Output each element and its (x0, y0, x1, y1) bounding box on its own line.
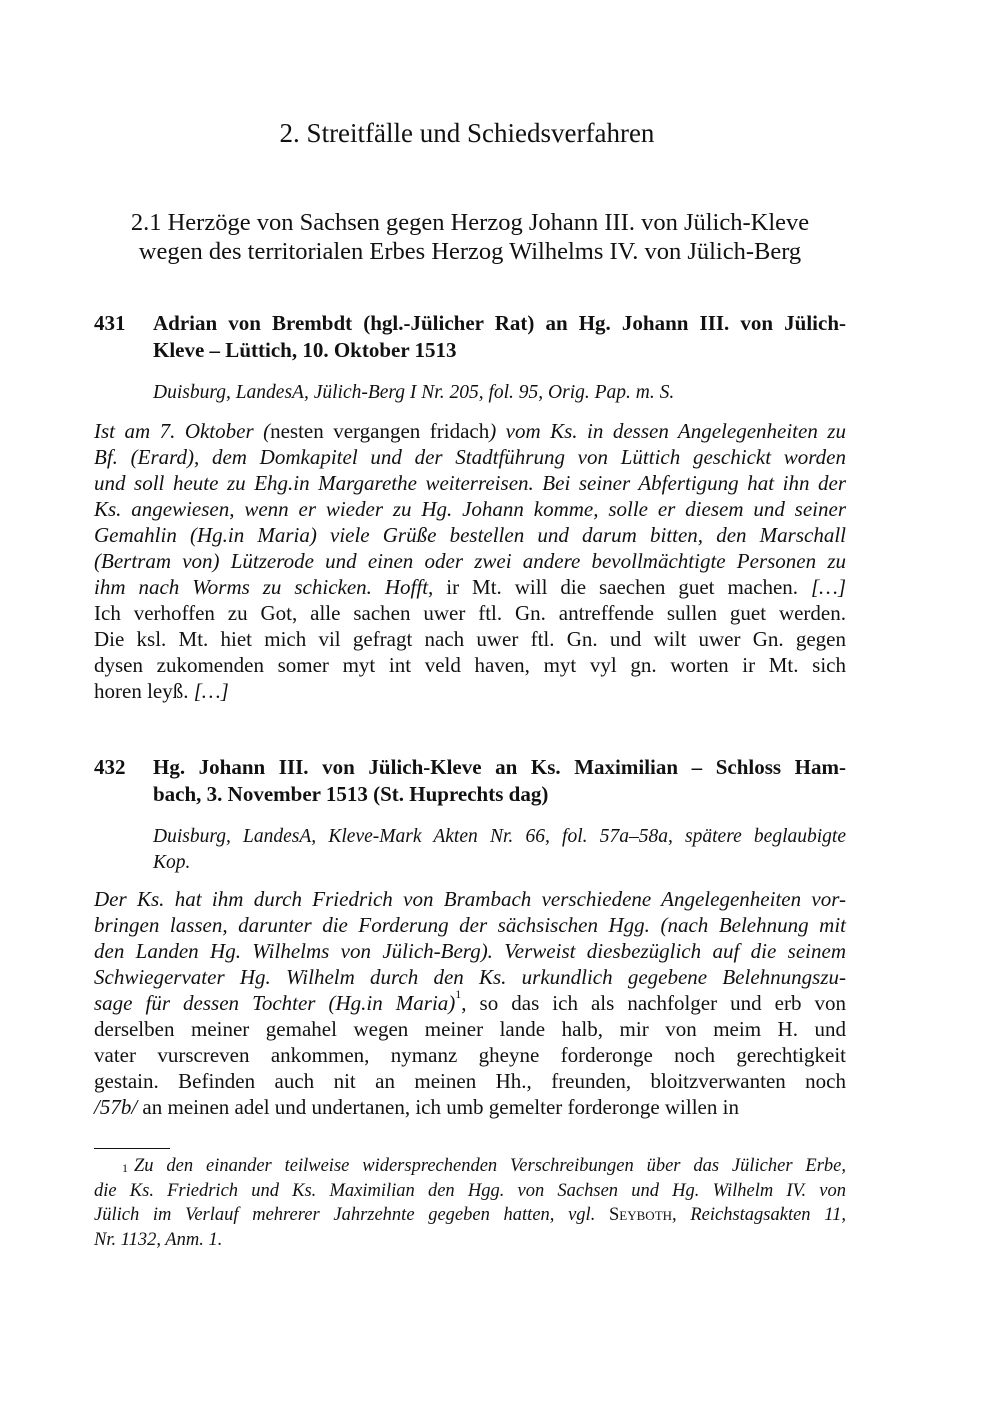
text-line (94, 1179, 846, 1204)
editorial-summary-text: (Bertram von) Lützerode und einen oder zwei andere bevollmächtigte Personen zu (94, 549, 846, 573)
editorial-summary-text: Ist am 7. Oktober ( (94, 419, 271, 443)
archival-source (153, 824, 846, 876)
editorial-summary-text: die Ks. Friedrich und Ks. Maximilian den Hgg. von Sachsen und Hg. Wilhelm IV. von (94, 1180, 846, 1201)
footnote-rule (94, 1148, 170, 1149)
text-line (94, 1094, 846, 1120)
text-line (94, 574, 846, 600)
editorial-summary-text: ) vom Ks. in dessen Angelegenheiten zu (489, 419, 846, 443)
text-line (94, 626, 846, 652)
entry-number: 432 (94, 755, 126, 779)
text-line (94, 1203, 846, 1228)
text-line (94, 470, 846, 496)
entry-title-line: Adrian von Brembdt (hgl.-Jülicher Rat) an Hg. Johann III. von Jülich- (153, 311, 846, 335)
entry-body (94, 886, 846, 1120)
editorial-summary-text: /57b/ (94, 1095, 138, 1119)
text-line (94, 496, 846, 522)
text-line (94, 987, 847, 1016)
archival-source (153, 380, 846, 406)
quoted-source-text: dysen zukomenden somer myt int veld haven, myt vyl gn. worten ir Mt. sich (94, 653, 846, 677)
quoted-source-text: derselben meiner gemahel wegen meiner lande halb, mir von meim H. und (94, 1017, 846, 1041)
editorial-summary-text: Schwiegervater Hg. Wilhelm durch den Ks. urkundlich gegebene Belehnungszu- (94, 965, 846, 989)
author-name: Seyboth (609, 1205, 673, 1225)
quoted-source-text: ir Mt. will die saechen guet machen. (433, 575, 811, 599)
editorial-summary-text: , Reichstagsakten 11, (672, 1205, 846, 1225)
entry-title-line: Kleve – Lüttich, 10. Oktober 1513 (153, 338, 457, 362)
footnote-reference: 1 (455, 987, 462, 1001)
text-line (94, 964, 846, 990)
editorial-summary-text: […] (810, 575, 847, 599)
text-line (94, 418, 846, 444)
footnote-mark: 1 (122, 1161, 128, 1175)
text-line (94, 1228, 846, 1253)
source-line: Duisburg, LandesA, Jülich-Berg I Nr. 205, fol. 95, Orig. Pap. m. S. (153, 382, 675, 403)
quoted-source-text: Ich verhoffen zu Got, alle sachen uwer ftl. Gn. antreffende sullen guet werden. (94, 601, 846, 625)
chapter-title: 2. Streitfälle und Schiedsverfahren (279, 118, 655, 148)
quoted-source-text: Die ksl. Mt. hiet mich vil gefragt nach uwer ftl. Gn. und wilt uwer Gn. gegen (94, 627, 846, 651)
source-line: Kop. (153, 852, 191, 873)
editorial-summary-text: sage für dessen Tochter (Hg.in Maria) (94, 991, 456, 1015)
editorial-summary-text: und soll heute zu Ehg.in Margarethe weiterreisen. Bei seiner Abfertigung hat ihn der (94, 471, 846, 495)
entry-number: 431 (94, 311, 126, 335)
editorial-summary-text: Der Ks. hat ihm durch Friedrich von Brambach verschiedene Angelegenheiten vor- (94, 887, 846, 911)
footnote (94, 1154, 846, 1252)
text-line (94, 1016, 846, 1042)
entry-body (94, 418, 846, 704)
text-line (94, 522, 846, 548)
editorial-summary-text: Nr. 1132, Anm. 1. (94, 1229, 223, 1250)
editorial-summary-text: Ks. angewiesen, wenn er wieder zu Hg. Johann komme, solle er diesem und seiner (94, 497, 846, 521)
quoted-source-text: gestain. Befinden auch nit an meinen Hh., freunden, bloitzverwanten noch (94, 1069, 846, 1093)
quoted-source-text: an meinen adel und undertanen, ich umb gemelter forderonge willen in (137, 1095, 739, 1119)
editorial-summary-text: den Landen Hg. Wilhelms von Jülich-Berg). Verweist diesbezüglich auf die seinem (94, 939, 846, 963)
source-line: Duisburg, LandesA, Kleve-Mark Akten Nr. 66, fol. 57a–58a, spätere beglaubigte (153, 826, 846, 847)
editorial-summary-text: bringen lassen, darunter die Forderung der sächsischen Hgg. (nach Belehnung mit (94, 913, 846, 937)
quoted-source-text: horen leyß. (94, 679, 194, 703)
entry-title-line: Hg. Johann III. von Jülich-Kleve an Ks. Maximilian – Schloss Ham- (153, 755, 846, 779)
quoted-source-text: , so das ich als nachfolger und erb von (461, 991, 847, 1015)
text-line (94, 652, 846, 678)
entry-title (153, 310, 846, 364)
entry-title-line: bach, 3. November 1513 (St. Huprechts dag) (153, 782, 549, 806)
section-title (94, 208, 846, 266)
editorial-summary-text: Zu den einander teilweise widersprechenden Verschreibungen über das Jülicher Erbe, (134, 1156, 846, 1176)
text-line (94, 678, 846, 704)
text-line (94, 938, 846, 964)
editorial-summary-text: Gemahlin (Hg.in Maria) viele Grüße bestellen und darum bitten, den Marschall (94, 523, 846, 547)
editorial-summary-text: […] (193, 679, 229, 703)
quoted-source-text: vater vurscreven ankommen, nymanz gheyne forderonge noch gerechtigkeit (94, 1043, 846, 1067)
section-title-line: 2.1 Herzöge von Sachsen gegen Herzog Johann III. von Jülich-Kleve (130, 209, 810, 236)
text-line (94, 1042, 846, 1068)
entry-title (153, 754, 846, 808)
text-line (94, 1154, 846, 1179)
text-line (94, 912, 846, 938)
text-line (94, 548, 846, 574)
editorial-summary-text: ihm nach Worms zu schicken. Hofft, (94, 575, 434, 599)
text-line (94, 1068, 846, 1094)
editorial-summary-text: Bf. (Erard), dem Domkapitel und der Stadtführung von Lüttich geschickt worden (94, 445, 846, 469)
text-line (94, 444, 846, 470)
text-line (94, 600, 846, 626)
editorial-summary-text: Jülich im Verlauf mehrerer Jahrzehnte gegeben hatten, vgl. (94, 1205, 610, 1225)
quoted-source-text: nesten vergangen fridach (270, 419, 490, 443)
section-title-line: wegen des territorialen Erbes Herzog Wilhelms IV. von Jülich-Berg (138, 238, 802, 265)
text-line (94, 886, 846, 912)
